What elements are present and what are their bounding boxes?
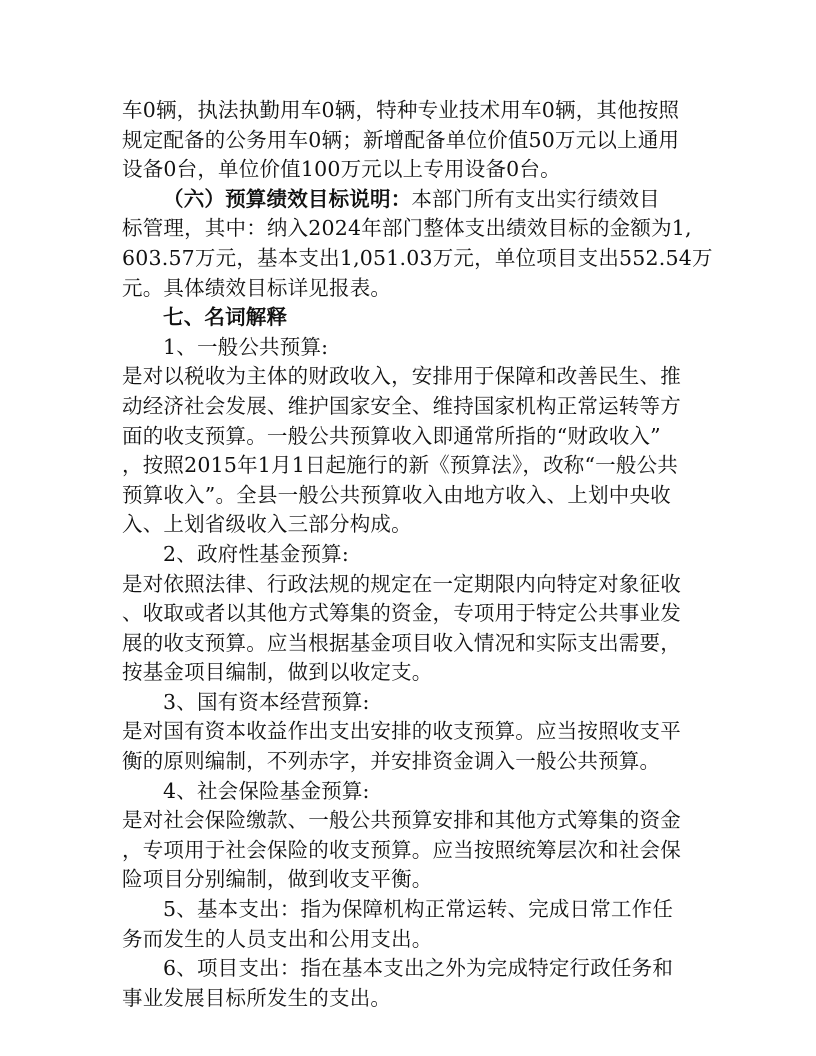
term-line: 面的收支预算。一般公共预算收入即通常所指的“财政收入” xyxy=(122,423,661,448)
term-line: 衡的原则编制，不列赤字，并安排资金调入一般公共预算。 xyxy=(122,749,661,774)
text-line: 元。具体绩效目标详见报表。 xyxy=(122,275,392,300)
term-title: 4、社会保险基金预算: xyxy=(163,778,370,803)
term-line: 、收取或者以其他方式筹集的资金，专项用于特定公共事业发 xyxy=(122,601,681,626)
term-line: 险项目分别编制，做到收支平衡。 xyxy=(122,867,433,892)
basic-expense-line: 5、基本支出：指为保障机构正常运转、完成日常工作任 xyxy=(163,897,674,922)
text-line: 设备0台，单位价值100万元以上专用设备0台。 xyxy=(122,157,561,182)
project-expense-line: 事业发展目标所发生的支出。 xyxy=(122,985,392,1010)
term-line: 是对国有资本收益作出支出安排的收支预算。应当按照收支平 xyxy=(122,719,681,744)
performance-text: 本部门所有支出实行绩效目 xyxy=(411,186,660,211)
text-line: 规定配备的公务用车0辆；新增配备单位价值50万元以上通用 xyxy=(122,127,680,152)
term-line: 是对以税收为主体的财政收入，安排用于保障和改善民生、推 xyxy=(122,364,681,389)
performance-paragraph-first-line xyxy=(122,185,700,215)
term-line: 是对依照法律、行政法规的规定在一定期限内向特定对象征收 xyxy=(122,571,681,596)
term-title: 1、一般公共预算: xyxy=(163,334,329,359)
project-expense-line: 6、项目支出：指在基本支出之外为完成特定行政任务和 xyxy=(163,956,674,981)
glossary-heading: 七、名词解释 xyxy=(163,305,288,330)
term-line: 是对社会保险缴款、一般公共预算安排和其他方式筹集的资金 xyxy=(122,808,681,833)
text-line: 603.57万元，基本支出1,051.03万元，单位项目支出552.54万 xyxy=(122,245,713,270)
text-line: 车0辆，执法执勤用车0辆，特种专业技术用车0辆，其他按照 xyxy=(122,98,680,122)
term-title: 3、国有资本经营预算: xyxy=(163,689,370,714)
term-line: 预算收入”。全县一般公共预算收入由地方收入、上划中央收 xyxy=(122,482,671,507)
term-line: 按基金项目编制，做到以收定支。 xyxy=(122,660,433,685)
term-line: 动经济社会发展、维护国家安全、维持国家机构正常运转等方 xyxy=(122,393,681,418)
term-title: 2、政府性基金预算: xyxy=(163,541,349,566)
text-line: 标管理，其中：纳入2024年部门整体支出绩效目标的金额为1, xyxy=(122,216,692,241)
term-line: 入、上划省级收入三部分构成。 xyxy=(122,512,412,537)
document-page xyxy=(122,96,713,1013)
term-line: ，专项用于社会保险的收支预算。应当按照统筹层次和社会保 xyxy=(122,837,681,862)
term-line: 展的收支预算。应当根据基金项目收入情况和实际支出需要， xyxy=(122,630,681,655)
basic-expense-line: 务而发生的人员支出和公用支出。 xyxy=(122,926,433,951)
term-line: ，按照2015年1月1日起施行的新《预算法》，改称“一般公共 xyxy=(122,453,678,478)
performance-heading: （六）预算绩效目标说明： xyxy=(163,186,412,211)
